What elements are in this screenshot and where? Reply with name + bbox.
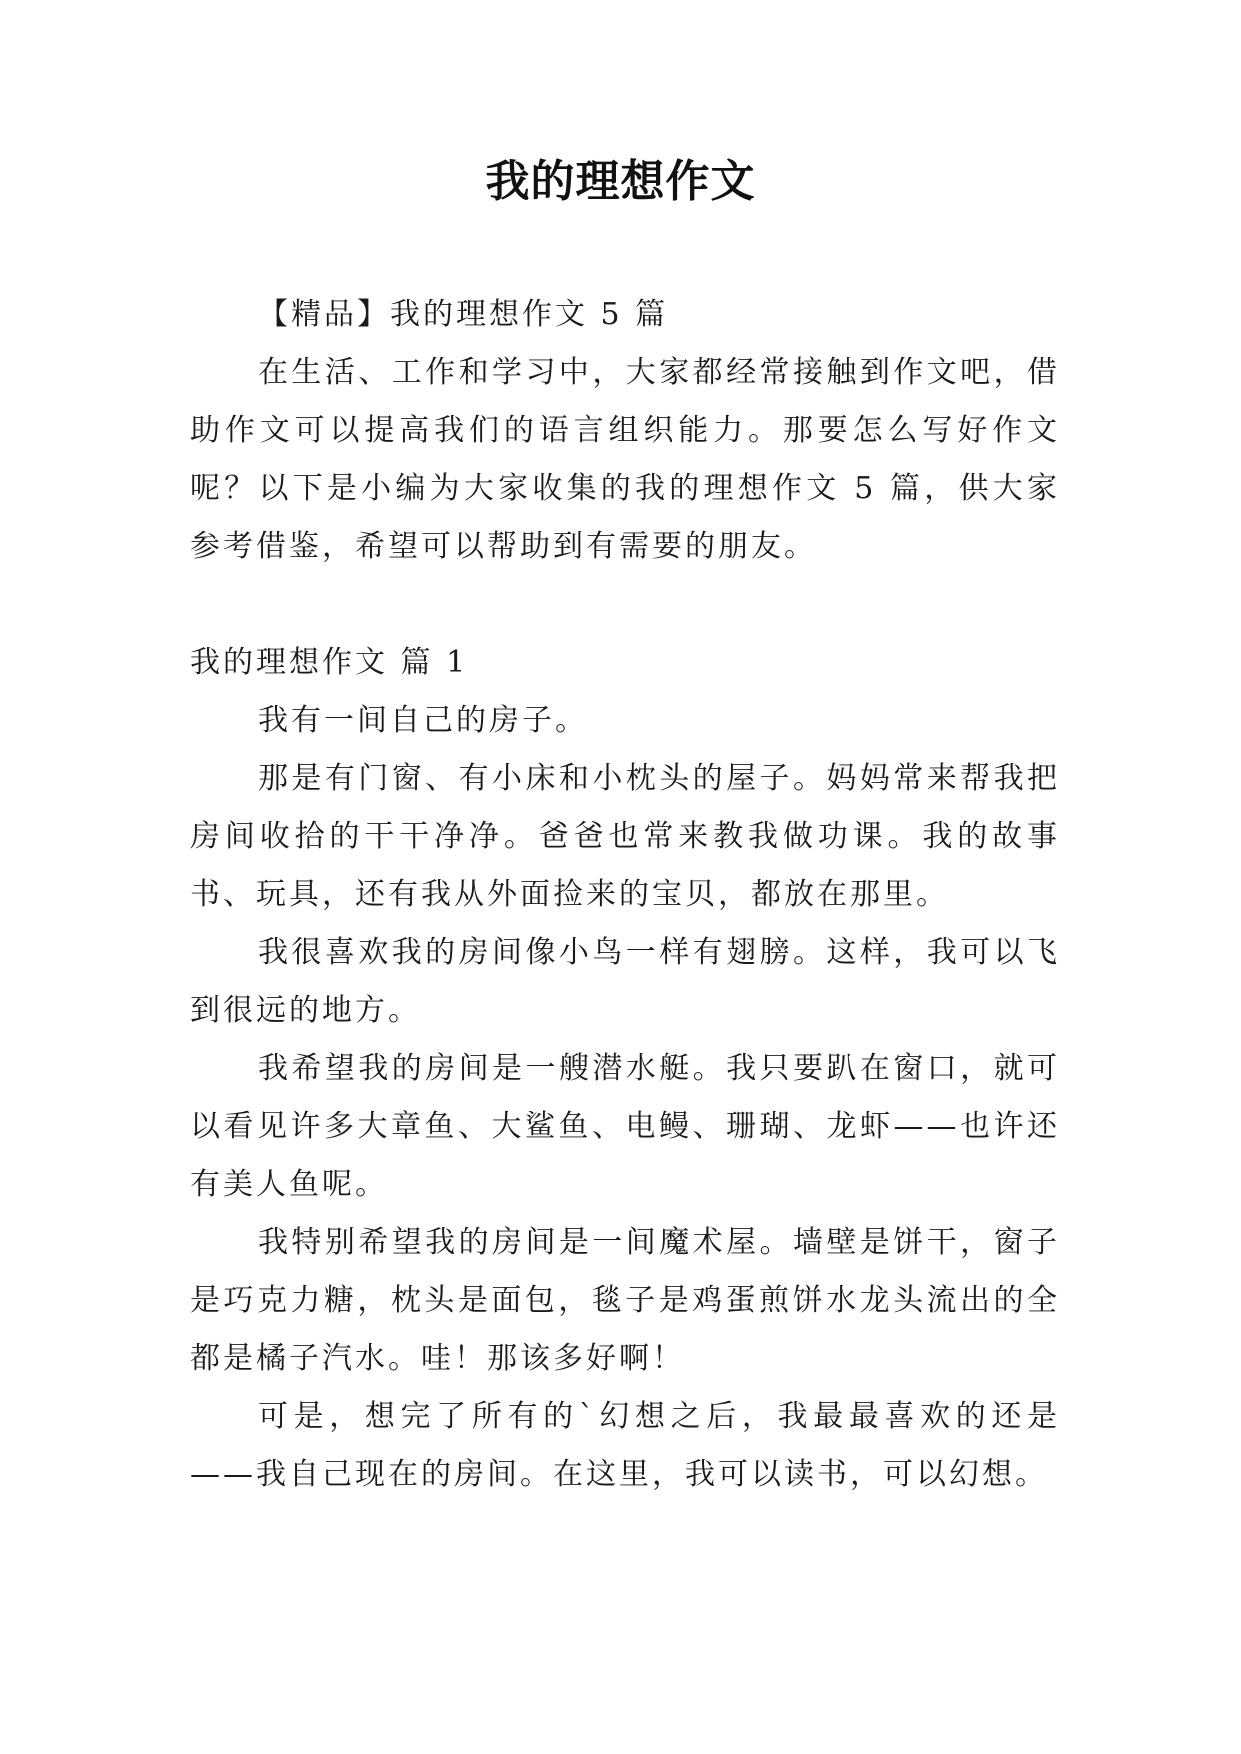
document-title: 我的理想作文 <box>485 156 756 207</box>
body-paragraph-3: 我很喜欢我的房间像小鸟一样有翅膀。这样，我可以飞到很远的地方。 <box>190 935 1060 1028</box>
body-paragraph-4: 我希望我的房间是一艘潜水艇。我只要趴在窗口，就可以看见许多大章鱼、大鲨鱼、电鳗、珊瑚、龙虾——也许还有美人鱼呢。 <box>190 1051 1060 1202</box>
intro-heading: 【精品】我的理想作文 5 篇 <box>258 297 669 332</box>
body-paragraph-6: 可是，想完了所有的`幻想之后，我最最喜欢的还是——我自己现在的房间。在这里，我可以读书，可以幻想。 <box>190 1399 1060 1492</box>
body-paragraph-1: 我有一间自己的房子。 <box>258 703 588 738</box>
section-heading: 我的理想作文 篇 1 <box>190 645 469 680</box>
document-body <box>190 286 1060 1504</box>
intro-paragraph: 在生活、工作和学习中，大家都经常接触到作文吧，借助作文可以提高我们的语言组织能力。那要怎么写好作文呢？以下是小编为大家收集的我的理想作文 5 篇，供大家参考借鉴，希望可以帮助到有需要的朋友。 <box>190 355 1060 564</box>
body-paragraph-5: 我特别希望我的房间是一间魔术屋。墙壁是饼干，窗子是巧克力糖，枕头是面包，毯子是鸡蛋煎饼水龙头流出的全都是橘子汽水。哇！那该多好啊！ <box>190 1225 1060 1376</box>
body-paragraph-2: 那是有门窗、有小床和小枕头的屋子。妈妈常来帮我把房间收拾的干干净净。爸爸也常来教我做功课。我的故事书、玩具，还有我从外面捡来的宝贝，都放在那里。 <box>190 761 1060 912</box>
